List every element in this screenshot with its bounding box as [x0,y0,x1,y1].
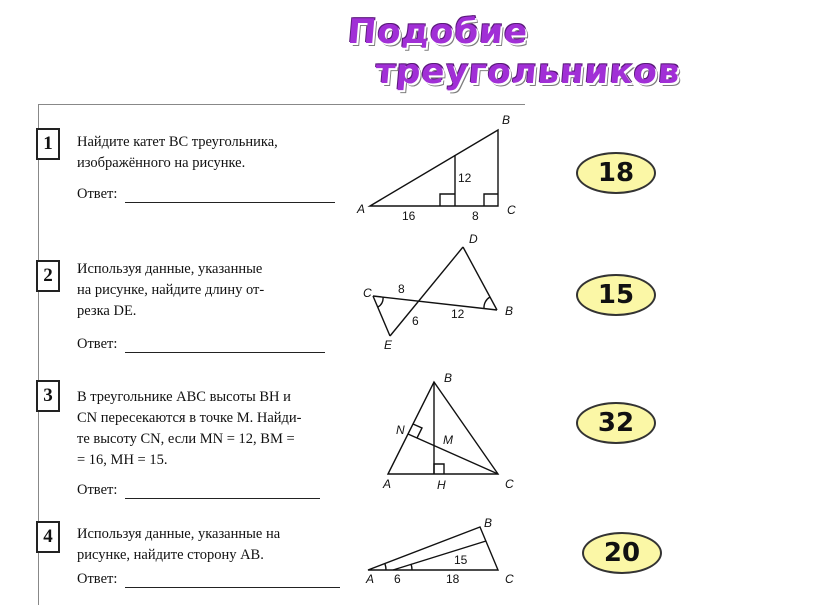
problem-3-text-line: В треугольнике ABC высоты BH и [77,389,291,405]
fig2-label-6: 6 [412,314,419,328]
right-angle-mark [440,194,455,206]
answer-badge-2: 15 [576,274,656,316]
fig1-label-b: B [502,113,511,127]
title-line-2: треугольников [373,52,683,92]
segment-db [463,247,497,310]
answer-badge-3: 32 [576,402,656,444]
figure-1 [370,130,498,206]
fig4-label-a: A [366,572,375,586]
right-angle-mark [484,194,498,206]
right-angle-mark [413,424,422,438]
angle-mark-inner [411,564,412,570]
angle-mark-b [484,297,490,308]
fig3-label-c: C [505,477,514,491]
title-line-1: Подобие [346,12,530,52]
fig2-label-8: 8 [398,282,405,296]
answer-label: Ответ: [77,186,118,202]
fig4-label-6: 6 [394,572,401,586]
problem-2-text-line: резка DE. [77,303,137,319]
answer-badge-1: 18 [576,152,656,194]
fig4-label-18: 18 [446,572,460,586]
problem-4-text-line: рисунке, найдите сторону AB. [77,547,264,563]
triangle-abc [368,527,498,570]
fig1-label-right: 8 [472,209,479,223]
segment-ce [373,296,390,336]
fig2-label-c: C [363,286,372,300]
problem-2-text-line: Используя данные, указанные [77,261,263,277]
fig4-label-15: 15 [454,553,468,567]
problem-4-text-line: Используя данные, указанные на [77,526,281,542]
segment-cb [373,296,497,310]
answer-badge-4: 20 [582,532,662,574]
problem-3-text-line: = 16, MH = 15. [77,452,168,468]
fig3-label-h: H [437,478,446,492]
fig3-label-n: N [396,423,405,437]
problem-2-number: 2 [36,260,60,292]
problem-4-number: 4 [36,521,60,553]
fig1-label-height: 12 [458,171,472,185]
problem-1-number: 1 [36,128,60,160]
fig2-label-12: 12 [451,307,465,321]
problem-1-text-line: изображённого на рисунке. [77,155,246,171]
fig4-label-c: C [505,572,514,586]
figure-4 [368,527,498,570]
answer-label: Ответ: [77,336,118,352]
answer-label: Ответ: [77,571,118,587]
fig2-label-b: B [505,304,514,318]
problem-3-text-line: те высоту CN, если MN = 12, BM = [77,431,295,447]
fig1-label-left: 16 [402,209,416,223]
fig2-label-e: E [384,338,393,352]
problem-3-number: 3 [36,380,60,412]
angle-mark-a [385,564,386,570]
figure-2 [373,247,497,336]
fig4-label-b: B [484,516,493,530]
problem-2-text-line: на рисунке, найдите длину от- [77,282,265,298]
fig3-label-a: A [383,477,392,491]
answer-label: Ответ: [77,482,118,498]
problem-3-text-line: CN пересекаются в точке M. Найди- [77,410,302,426]
fig2-label-d: D [469,232,478,246]
problem-1-text-line: Найдите катет BC треугольника, [77,134,278,150]
fig1-label-a: A [357,202,366,216]
fig1-label-c: C [507,203,516,217]
right-angle-mark [434,464,444,474]
fig3-label-m: M [443,433,453,447]
fig3-label-b: B [444,371,453,385]
triangle-abc [370,130,498,206]
angle-mark-c [378,297,383,307]
